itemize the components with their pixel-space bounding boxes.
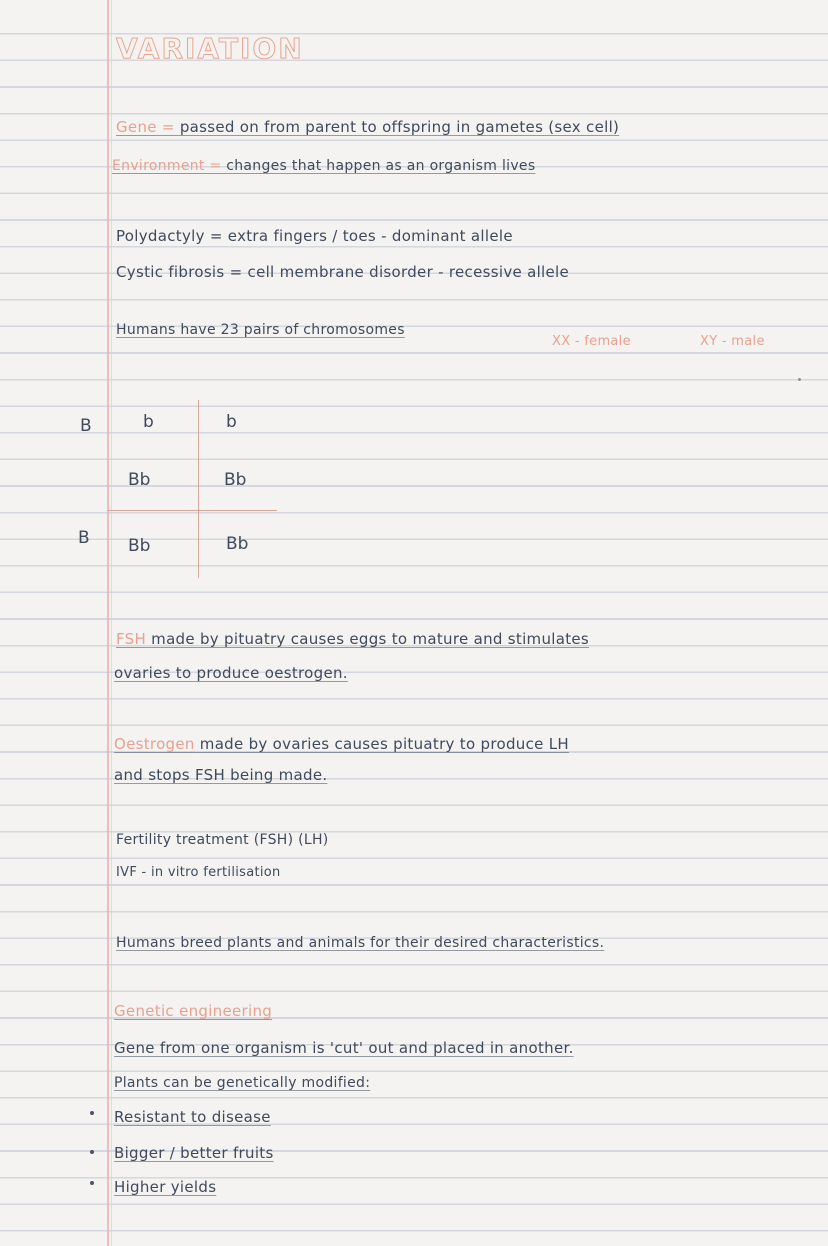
fsh-line-2: ovaries to produce oestrogen. [114, 664, 348, 682]
oestrogen-line-2: and stops FSH being made. [114, 766, 328, 784]
punnett-row-header: B [78, 528, 90, 548]
margin-line-inner [111, 0, 112, 1246]
fsh-term: FSH [116, 630, 147, 648]
female-label: XX - female [552, 334, 631, 349]
bullet-item: Higher yields [114, 1178, 217, 1196]
bullet-item: Bigger / better fruits [114, 1144, 274, 1162]
chromosomes-text: Humans have 23 pairs of chromosomes [116, 322, 405, 338]
bullet-dot [90, 1111, 94, 1115]
gene-text: passed on from parent to offspring in gametes (sex cell) [179, 118, 620, 136]
genetic-engineering-line-1: Gene from one organism is 'cut' out and placed in another. [114, 1039, 574, 1057]
disorder-cystic-fibrosis: Cystic fibrosis = cell membrane disorder - recessive allele [116, 263, 570, 281]
oestrogen-line-1: Oestrogen made by ovaries causes pituatry to produce LH [114, 735, 569, 753]
male-label: XY - male [700, 334, 765, 349]
fsh-line-1: FSH made by pituatry causes eggs to mature and stimulates [116, 630, 590, 648]
punnett-col-header: b [143, 412, 154, 432]
genetic-engineering-line-2: Plants can be genetically modified: [114, 1075, 371, 1091]
breeding-text: Humans breed plants and animals for their desired characteristics. [116, 935, 605, 951]
gene-term: Gene [116, 118, 157, 136]
gene-definition: Gene = passed on from parent to offspring in gametes (sex cell) [116, 118, 620, 136]
fertility-line-1: Fertility treatment (FSH) (LH) [116, 832, 329, 848]
bullet-item: Resistant to disease [114, 1108, 271, 1126]
disorder-polydactyly: Polydactyly = extra fingers / toes - dominant allele [116, 227, 513, 245]
margin-line [107, 0, 109, 1246]
environment-definition: Environment = changes that happen as an organism lives [112, 158, 536, 174]
oestrogen-term: Oestrogen [114, 735, 195, 753]
punnett-cell: Bb [224, 470, 247, 490]
page-title: VARIATION [116, 32, 304, 65]
punnett-divider-horizontal [107, 510, 277, 511]
environment-term: Environment [112, 158, 205, 174]
pen-dot [798, 378, 801, 381]
environment-text: changes that happen as an organism lives [226, 158, 536, 174]
fertility-line-2: IVF - in vitro fertilisation [116, 865, 281, 880]
punnett-cell: Bb [128, 536, 151, 556]
punnett-cell: Bb [226, 534, 249, 554]
bullet-dot [90, 1150, 94, 1154]
bullet-dot [90, 1181, 94, 1185]
punnett-row-header: B [80, 416, 92, 436]
punnett-divider-vertical [198, 400, 199, 578]
punnett-col-header: b [226, 412, 237, 432]
genetic-engineering-heading: Genetic engineering [114, 1002, 273, 1020]
punnett-cell: Bb [128, 470, 151, 490]
